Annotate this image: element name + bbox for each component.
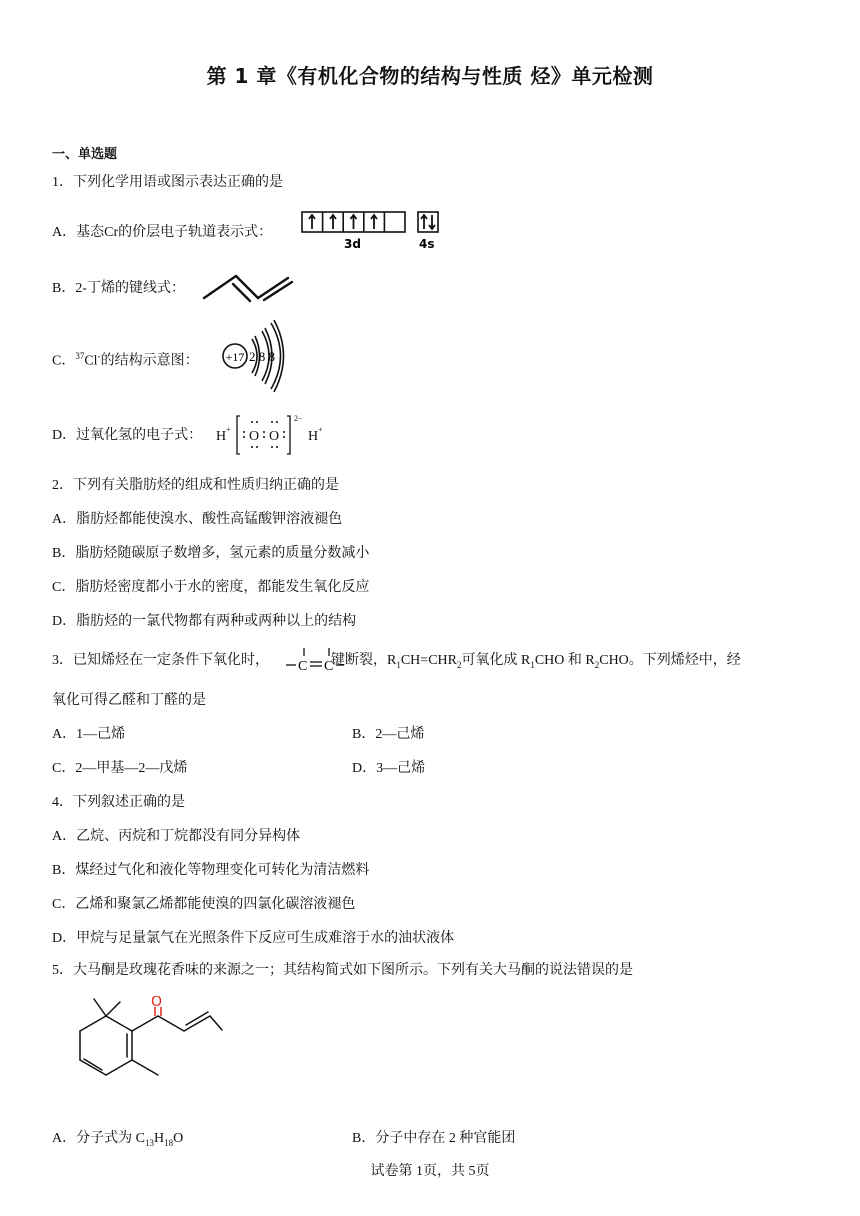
peroxide-charge: 2− <box>294 414 303 423</box>
page-title: 第 1 章《有机化合物的结构与性质 烃》单元检测 <box>206 64 654 88</box>
q3-stem-b: 键断裂，R <box>331 653 397 668</box>
q2-option-a: A．脂肪烃都能使溴水、酸性高锰酸钾溶液褪色 <box>52 512 343 527</box>
q3-sub-1: 1 <box>396 659 401 670</box>
q1-option-c-suffix: 的结构示意图： <box>100 353 199 369</box>
q1-option-c <box>52 347 199 371</box>
q4-option-b: B．煤经过气化和液化等物理变化可转化为清洁燃料 <box>52 863 370 878</box>
q3-stem-line2: 氧化可得乙醛和丁醛的是 <box>52 693 206 708</box>
carbon-1: C <box>298 659 308 674</box>
chloride-symbol: Cl <box>84 353 98 369</box>
q4-option-a: A．乙烷、丙烷和丁烷都没有同分异构体 <box>52 829 301 844</box>
orbital-label-3d: 3d <box>344 237 361 251</box>
q3-stem-end: CHO。下列烯烃中，经 <box>599 653 741 668</box>
right-hydrogen-charge: + <box>318 425 323 434</box>
page-footer: 试卷第 1页，共 5页 <box>370 1164 490 1179</box>
q3-option-a: A．1—己烯 <box>52 727 126 742</box>
q1-option-b: B．2-丁烯的键线式： <box>52 281 185 296</box>
carbonyl-oxygen-label: O <box>151 996 163 1010</box>
q1-option-a: A．基态Cr的价层电子轨道表示式： <box>52 225 273 240</box>
q2-stem: 2．下列有关脂肪烃的组成和性质归纳正确的是 <box>52 478 339 493</box>
chloride-ion-structure-diagram <box>218 317 288 395</box>
left-hydrogen-charge: + <box>226 425 231 434</box>
q3-sub-3: 1 <box>530 659 535 670</box>
q5-option-b: B．分子中存在 2 种官能团 <box>352 1131 516 1146</box>
q5-hydrogen: H <box>153 1131 165 1146</box>
q1-option-d: D．过氧化氢的电子式： <box>52 428 203 443</box>
section-heading: 一、单选题 <box>52 147 118 162</box>
q3-sub-4: 2 <box>594 659 600 670</box>
q3-stem-mid2: 可氧化成 R <box>461 653 531 668</box>
q4-option-c: C．乙烯和聚氯乙烯都能使溴的四氯化碳溶液褪色 <box>52 897 356 912</box>
q5-option-a-prefix: A．分子式为 C <box>52 1131 145 1146</box>
q1-stem: 1．下列化学用语或图示表达正确的是 <box>52 175 283 190</box>
double-bond-formula <box>284 645 346 675</box>
q3-option-d: D．3—己烯 <box>352 761 426 776</box>
oxygen-1: O <box>249 429 260 444</box>
orbital-diagram <box>300 210 445 254</box>
damascone-structure <box>48 996 228 1118</box>
q4-option-d: D．甲烷与足量氯气在光照条件下反应可生成难溶于水的油状液体 <box>52 931 455 946</box>
q3-sub-2: 2 <box>456 659 462 670</box>
2-butene-skeletal-formula <box>200 270 295 304</box>
q5-hydrogen-count: 18 <box>164 1137 174 1148</box>
nucleus-charge: +17 <box>225 350 245 364</box>
q4-stem: 4．下列叙述正确的是 <box>52 795 185 810</box>
q3-stem <box>52 652 741 674</box>
q2-option-b: B．脂肪烃随碳原子数增多，氢元素的质量分数减小 <box>52 546 370 561</box>
q5-stem: 5．大马酮是玫瑰花香味的来源之一；其结构简式如下图所示。下列有关大马酮的说法错误的是 <box>52 963 633 978</box>
orbital-label-4s: 4s <box>419 237 435 251</box>
q3-option-b: B．2—己烯 <box>352 727 425 742</box>
q2-option-d: D．脂肪烃的一氯代物都有两种或两种以上的结构 <box>52 614 357 629</box>
q1-option-c-prefix: C． <box>52 353 76 369</box>
chloride-charge: - <box>97 351 101 361</box>
q3-stem-mid1: CH=CHR <box>400 653 457 668</box>
carbon-2: C <box>324 659 334 674</box>
q5-oxygen: O <box>173 1131 184 1146</box>
q5-carbon-count: 13 <box>144 1137 154 1148</box>
q3-option-c: C．2—甲基—2—戊烯 <box>52 761 188 776</box>
hydrogen-peroxide-electron-formula <box>214 412 334 458</box>
chloride-mass-number: 37 <box>75 351 85 361</box>
electron-shells: 2 8 8 <box>249 349 275 364</box>
oxygen-2: O <box>269 429 280 444</box>
q3-stem-a: 3．已知烯烃在一定条件下氧化时， <box>52 653 269 668</box>
q5-option-a <box>52 1130 183 1152</box>
q3-stem-mid3: CHO 和 R <box>534 653 595 668</box>
right-hydrogen: H <box>308 429 319 444</box>
q2-option-c: C．脂肪烃密度都小于水的密度，都能发生氧化反应 <box>52 580 370 595</box>
left-hydrogen: H <box>216 429 227 444</box>
